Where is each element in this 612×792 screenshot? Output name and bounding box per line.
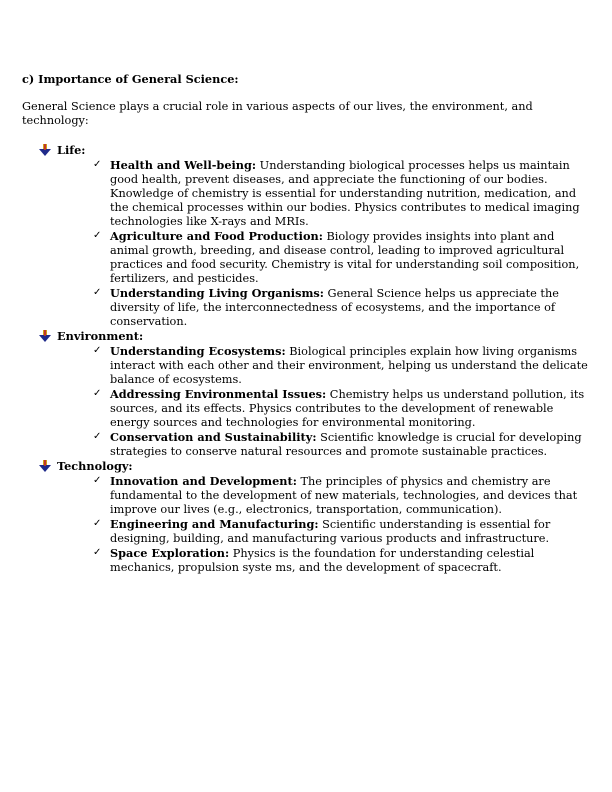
item-term: Innovation and Development: — [110, 474, 297, 488]
category-label: Environment: — [57, 329, 144, 343]
item-term: Understanding Living Organisms: — [110, 286, 324, 300]
category-list — [22, 143, 592, 575]
arrow-down-icon — [39, 144, 51, 156]
category-technology — [22, 459, 592, 575]
item-term: Conservation and Sustainability: — [110, 430, 317, 444]
section-heading: c) Importance of General Science: — [22, 72, 239, 86]
item-text: Scientific understanding is essential for designing, building, and manufacturing various products and infrastructure. — [110, 518, 551, 545]
category-label: Technology: — [57, 459, 133, 473]
item-text: Understanding biological processes helps us maintain good health, prevent diseases, and appreciate the functioning of our bodies. Knowledge of chemistry is essential for understanding nutrition, medication, and the chemical processes within our bodies. Physics contributes to medical imaging technologies like X-rays and MRIs. — [110, 159, 580, 228]
list-item — [93, 517, 592, 546]
item-term: Addressing Environmental Issues: — [110, 387, 327, 401]
list-item — [93, 158, 592, 229]
item-text: Biological principles explain how living organisms interact with each other and their environment, helping us understand the delicate balance of ecosystems. — [110, 345, 588, 386]
document-page — [22, 72, 592, 575]
checkmark-icon: ✓ — [93, 475, 102, 486]
list-item — [93, 229, 592, 286]
checkmark-icon: ✓ — [93, 547, 102, 558]
category-environment — [22, 329, 592, 459]
item-text: Scientific knowledge is crucial for developing strategies to conserve natural resources and promote sustainable practices. — [110, 431, 582, 458]
item-text: Chemistry helps us understand pollution, its sources, and its effects. Physics contributes to the development of renewable energy sources and technologies for environmental monitoring. — [110, 388, 585, 429]
category-life — [22, 143, 592, 329]
item-term: Agriculture and Food Production: — [110, 229, 323, 243]
list-item — [93, 344, 592, 387]
item-text: Physics is the foundation for understanding celestial mechanics, propulsion syste ms, and the development of spacecraft. — [110, 547, 535, 574]
checkmark-icon: ✓ — [93, 345, 102, 356]
checkmark-icon: ✓ — [93, 287, 102, 298]
checkmark-icon: ✓ — [93, 518, 102, 529]
item-term: Understanding Ecosystems: — [110, 344, 286, 358]
list-item — [93, 546, 592, 575]
item-list — [57, 158, 592, 329]
item-text: General Science helps us appreciate the diversity of life, the interconnectedness of ecosystems, and the importance of conservation. — [110, 287, 559, 328]
item-term: Engineering and Manufacturing: — [110, 517, 319, 531]
category-label: Life: — [57, 143, 86, 157]
item-text: Biology provides insights into plant and animal growth, breeding, and disease control, leading to improved agricultural practices and food security. Chemistry is vital for understanding soil composition, fertilizers, and pesticides. — [110, 230, 580, 285]
list-item — [93, 430, 592, 459]
checkmark-icon: ✓ — [93, 388, 102, 399]
checkmark-icon: ✓ — [93, 159, 102, 170]
intro-paragraph: General Science plays a crucial role in various aspects of our lives, the environment, and technology: — [22, 100, 533, 127]
item-list — [57, 344, 592, 459]
list-item — [93, 387, 592, 430]
arrow-down-icon — [39, 460, 51, 472]
arrow-down-icon — [39, 330, 51, 342]
item-term: Health and Well-being: — [110, 158, 257, 172]
list-item — [93, 286, 592, 329]
list-item — [93, 474, 592, 517]
item-text: The principles of physics and chemistry are fundamental to the development of new materials, technologies, and devices that improve our lives (e.g., electronics, transportation, communication). — [110, 475, 578, 516]
item-list — [57, 474, 592, 575]
checkmark-icon: ✓ — [93, 431, 102, 442]
item-term: Space Exploration: — [110, 546, 230, 560]
checkmark-icon: ✓ — [93, 230, 102, 241]
